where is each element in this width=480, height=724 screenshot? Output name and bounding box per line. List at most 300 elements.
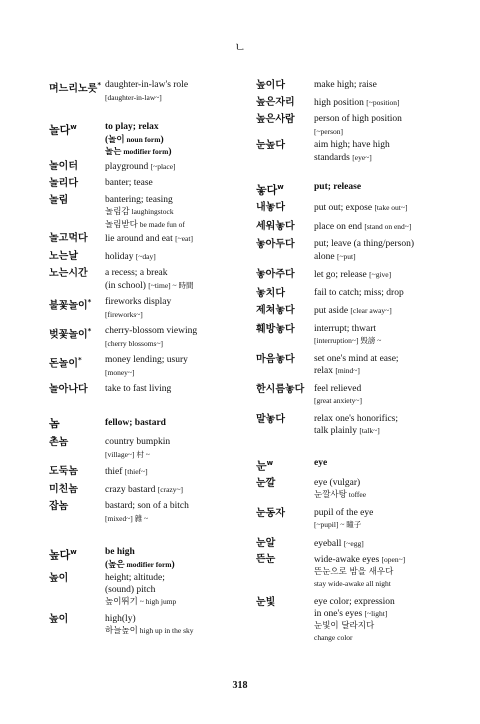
headword xyxy=(49,573,105,609)
headword xyxy=(256,554,314,591)
literal-gloss: noun form xyxy=(124,134,161,144)
literal-gloss: [~place] xyxy=(150,161,176,171)
headword xyxy=(49,80,105,104)
definition xyxy=(314,597,446,645)
headword xyxy=(256,478,314,502)
left-column xyxy=(49,80,244,638)
definition-line xyxy=(314,126,446,139)
definition-line xyxy=(314,567,446,579)
definition xyxy=(105,437,244,461)
gloss-text: crazy bastard xyxy=(105,484,158,495)
korean-example: 높은 xyxy=(108,559,125,570)
headword xyxy=(49,233,105,246)
headword-mark: w xyxy=(266,458,274,467)
korean-example: 뜬눈으로 밤을 새우다 xyxy=(314,566,394,577)
definition-line xyxy=(105,134,244,147)
definition xyxy=(314,80,446,92)
gloss-text: feel relieved xyxy=(314,383,362,394)
dictionary-entry xyxy=(256,305,446,318)
headword-mark: w xyxy=(70,548,77,556)
definition-line xyxy=(314,97,446,110)
dictionary-entry xyxy=(49,161,244,174)
literal-gloss: [money~] xyxy=(105,367,135,377)
dictionary-entry xyxy=(256,384,446,408)
definition-line xyxy=(314,288,446,300)
definition-line xyxy=(314,251,446,264)
literal-gloss: [fireworks~] xyxy=(105,309,143,319)
definition xyxy=(314,114,446,138)
gloss-text: banter; tease xyxy=(105,178,153,188)
headword-text: 며느리노릇 xyxy=(49,83,98,95)
definition-line xyxy=(105,92,244,105)
dictionary-entry xyxy=(256,324,446,348)
definition-line xyxy=(105,573,244,585)
gloss-text: person of high position xyxy=(314,114,402,124)
gloss-text: eyeball xyxy=(314,538,344,549)
definition xyxy=(105,614,244,638)
literal-gloss: [clear away~] xyxy=(350,306,392,316)
headword-text: 높은자리 xyxy=(256,96,295,108)
headword xyxy=(49,384,105,396)
headword-text: 내놓다 xyxy=(256,202,285,214)
headword xyxy=(49,501,105,525)
headword xyxy=(49,355,105,379)
definition xyxy=(314,97,446,110)
headword xyxy=(256,239,314,263)
definition xyxy=(314,554,446,591)
gloss-text: eye (vulgar) xyxy=(314,477,361,488)
dictionary-entry xyxy=(49,268,244,292)
gloss-text: eye xyxy=(314,457,328,468)
definition xyxy=(314,221,446,234)
headword-text: 놀고먹다 xyxy=(49,233,88,244)
dictionary-entry xyxy=(256,554,446,591)
headword-text: 눈 xyxy=(256,459,267,473)
gloss-text: set one's mind at ease; xyxy=(314,353,399,364)
gloss-text: high position xyxy=(314,97,367,108)
headword xyxy=(49,418,105,430)
gloss-text: relax one's honorifics; xyxy=(314,413,399,424)
gloss-text: height; altitude; xyxy=(105,573,165,583)
definition-line xyxy=(105,268,244,280)
definition xyxy=(314,458,446,472)
korean-example: 놀이 xyxy=(108,134,125,145)
literal-gloss: [~pupil] ~ 瞳子 xyxy=(314,520,362,530)
headword-text: 놀아나다 xyxy=(49,384,88,395)
headword-text: 눈동자 xyxy=(256,507,285,519)
headword-text: 눈빛 xyxy=(256,596,276,608)
headword xyxy=(256,221,314,234)
definition-line xyxy=(105,219,244,232)
definition-line xyxy=(105,501,244,513)
literal-gloss: [~time] ~ 時間 xyxy=(148,280,194,290)
gloss-text: ) xyxy=(168,147,172,157)
literal-gloss: [~day] xyxy=(135,251,156,261)
gloss-text: interrupt; thwart xyxy=(314,323,376,334)
definition xyxy=(314,288,446,300)
headword-mark: * xyxy=(77,356,82,364)
headword xyxy=(49,326,105,350)
literal-gloss: change color xyxy=(314,633,353,643)
headword xyxy=(256,538,314,551)
gloss-text: alone xyxy=(314,251,337,262)
dictionary-entry xyxy=(256,114,446,138)
korean-example: 하늘높이 xyxy=(105,626,138,636)
headword-text: 말놓다 xyxy=(256,413,285,425)
definition-line xyxy=(105,437,244,449)
headword-mark: * xyxy=(87,327,92,335)
literal-gloss: laughingstock xyxy=(129,207,174,216)
headword xyxy=(49,195,105,232)
gloss-text: eye color; expression xyxy=(314,596,395,607)
korean-example: 눈깔사탕 xyxy=(314,490,347,501)
definition xyxy=(105,233,244,246)
definition-line xyxy=(314,221,446,234)
gloss-text: to play; relax xyxy=(105,122,159,132)
definition-line xyxy=(105,251,244,264)
headword xyxy=(49,437,105,461)
literal-gloss: [~give] xyxy=(369,270,392,280)
headword xyxy=(256,140,314,164)
definition-line xyxy=(105,280,244,293)
headword-text: 벚꽃놀이 xyxy=(49,329,88,341)
definition xyxy=(314,384,446,408)
dictionary-entry xyxy=(49,178,244,190)
definition-line xyxy=(314,202,446,215)
headword xyxy=(256,114,314,138)
headword xyxy=(49,161,105,174)
gloss-text: pupil of the eye xyxy=(314,507,374,518)
headword xyxy=(49,466,105,479)
literal-gloss: [stand on end~] xyxy=(364,221,412,231)
definition xyxy=(105,195,244,232)
headword xyxy=(49,122,105,159)
definition xyxy=(105,268,244,292)
definition-line xyxy=(314,335,446,348)
headword-text: 눈알 xyxy=(256,537,276,549)
headword-text: 미친놈 xyxy=(49,483,78,495)
gloss-text: ( xyxy=(105,134,109,145)
definition-line xyxy=(314,458,446,470)
definition-line xyxy=(105,513,244,526)
literal-gloss: [~put] xyxy=(336,251,356,261)
headword-text: 놀이터 xyxy=(49,160,78,172)
headword xyxy=(256,97,314,110)
literal-gloss: [mixed~] 雜 ~ xyxy=(105,513,149,523)
literal-gloss: toffee xyxy=(346,490,367,500)
gloss-text: relax xyxy=(314,366,336,377)
literal-gloss: [village~] 村 ~ xyxy=(105,449,150,459)
korean-example: 놀는 xyxy=(105,147,122,157)
headword xyxy=(49,251,105,264)
definition xyxy=(105,297,244,321)
definition-line xyxy=(314,354,446,366)
headword xyxy=(256,508,314,532)
definition xyxy=(314,354,446,378)
dictionary-entry xyxy=(256,354,446,378)
literal-gloss: [open~] xyxy=(381,555,406,565)
definition-line xyxy=(314,114,446,126)
headword xyxy=(49,547,105,571)
dictionary-entry xyxy=(49,251,244,264)
headword-text: 놓아주다 xyxy=(256,269,295,281)
gloss-text: playground xyxy=(105,161,151,172)
dictionary-entry xyxy=(49,573,244,609)
headword-text: 세워놓다 xyxy=(256,220,295,232)
dictionary-entry xyxy=(49,80,244,104)
korean-example: 놀림감 xyxy=(105,207,130,217)
gloss-text: country bumpkin xyxy=(105,437,171,447)
definition xyxy=(105,573,244,609)
headword-text: 제쳐놓다 xyxy=(256,305,295,317)
definition-line xyxy=(314,519,446,532)
headword xyxy=(256,354,314,378)
definition-line xyxy=(105,614,244,626)
gloss-text: holiday xyxy=(105,251,136,262)
definition xyxy=(314,202,446,215)
literal-gloss: [take out~] xyxy=(374,203,408,213)
gloss-text: bastard; son of a bitch xyxy=(105,501,189,511)
gloss-text: put; release xyxy=(314,182,362,192)
headword-text: 노는시간 xyxy=(49,268,88,279)
page-header-letter: ㄴ xyxy=(234,40,246,54)
gloss-text: standards xyxy=(314,152,353,163)
definition-line xyxy=(105,585,244,597)
definition xyxy=(105,484,244,497)
definition xyxy=(105,178,244,190)
headword xyxy=(256,384,314,408)
headword xyxy=(256,80,314,92)
headword-text: 뜬눈 xyxy=(256,554,276,566)
gloss-text: cherry-blossom viewing xyxy=(105,326,198,336)
korean-example: 높이뛰기 xyxy=(105,597,138,607)
headword xyxy=(49,614,105,638)
gloss-text: bantering; teasing xyxy=(105,194,173,205)
literal-gloss: [thief~] xyxy=(124,467,148,476)
literal-gloss: [~eat] xyxy=(175,234,193,243)
gloss-text: put; leave (a thing/person) xyxy=(314,239,414,250)
headword-mark: w xyxy=(70,123,77,131)
headword xyxy=(256,597,314,645)
dictionary-entry xyxy=(49,326,244,350)
literal-gloss: stay wide-awake all night xyxy=(314,579,391,589)
page-number: 318 xyxy=(232,680,248,691)
gloss-text: let go; release xyxy=(314,270,370,281)
dictionary-entry xyxy=(256,80,446,92)
dictionary-entry xyxy=(256,239,446,263)
dictionary-entry xyxy=(256,597,446,645)
gloss-text: high(ly) xyxy=(105,613,136,624)
gloss-text: money lending; usury xyxy=(105,355,188,365)
definition-line xyxy=(105,206,244,219)
definition xyxy=(314,508,446,532)
definition xyxy=(314,324,446,348)
definition-line xyxy=(105,367,244,380)
definition-line xyxy=(314,80,446,92)
definition xyxy=(105,384,244,396)
headword-text: 마음놓다 xyxy=(256,353,295,365)
headword-entry xyxy=(49,418,244,430)
definition-line xyxy=(314,597,446,609)
definition-line xyxy=(314,478,446,490)
gloss-text: be high xyxy=(105,547,135,557)
dictionary-entry xyxy=(49,614,244,638)
dictionary-entry xyxy=(49,384,244,396)
headword xyxy=(49,297,105,321)
headword-text: 놀다 xyxy=(49,123,71,137)
dictionary-entry xyxy=(256,140,446,164)
definition-line xyxy=(314,395,446,408)
definition-line xyxy=(314,305,446,318)
right-column xyxy=(256,80,446,645)
headword-entry xyxy=(49,122,244,159)
definition-line xyxy=(314,489,446,502)
definition-line xyxy=(105,418,244,430)
gloss-text: talk plainly xyxy=(314,426,360,437)
definition xyxy=(314,538,446,551)
definition xyxy=(105,326,244,350)
literal-gloss: ~ high jump xyxy=(137,597,177,606)
literal-gloss: [crazy~] xyxy=(157,484,184,494)
definition-line xyxy=(105,384,244,396)
definition xyxy=(105,501,244,525)
dictionary-entry xyxy=(49,466,244,479)
gloss-text: lie around and eat xyxy=(105,234,176,244)
headword-mark: * xyxy=(97,81,101,89)
headword-text: 촌놈 xyxy=(49,437,69,448)
headword-text: 도둑놈 xyxy=(49,466,78,477)
definition-line xyxy=(314,578,446,591)
dictionary-entry xyxy=(49,195,244,232)
definition-line xyxy=(314,608,446,621)
headword-text: 놀림 xyxy=(49,194,69,206)
gloss-text: wide-awake eyes xyxy=(314,555,382,566)
gloss-text: fellow; bastard xyxy=(105,417,166,428)
literal-gloss: [cherry blossoms~] xyxy=(105,338,164,348)
definition-line xyxy=(314,152,446,165)
definition-line xyxy=(314,425,446,438)
gloss-text: ( xyxy=(105,559,109,570)
definition-line xyxy=(105,309,244,322)
definition-line xyxy=(105,146,244,159)
literal-gloss: [interruption~] 毁謗 ~ xyxy=(314,336,382,346)
definition xyxy=(314,478,446,502)
definition xyxy=(105,466,244,479)
headword-text: 눈높다 xyxy=(256,140,285,151)
gloss-text: ) xyxy=(171,559,175,570)
headword-text: 놓치다 xyxy=(256,287,285,299)
definition xyxy=(314,140,446,164)
literal-gloss: modifier form xyxy=(124,559,172,569)
gloss-text: (sound) pitch xyxy=(105,584,156,595)
headword-text: 놓다 xyxy=(256,183,278,197)
korean-example: 눈빛이 달라지다 xyxy=(314,620,375,631)
gloss-text: daughter-in-law's role xyxy=(105,80,189,90)
definition-line xyxy=(314,365,446,378)
literal-gloss: [eye~] xyxy=(352,152,372,162)
headword-text: 높이 xyxy=(49,573,69,584)
literal-gloss: [~position] xyxy=(366,97,400,107)
gloss-text: put out; expose xyxy=(314,203,375,214)
literal-gloss: high up in the sky xyxy=(137,626,194,635)
headword-text: 한시름놓다 xyxy=(256,383,305,395)
definition xyxy=(105,547,244,571)
headword-text: 놓아두다 xyxy=(256,239,295,251)
literal-gloss: [mind~] xyxy=(335,366,360,376)
definition xyxy=(105,80,244,104)
dictionary-entry xyxy=(49,501,244,525)
definition-line xyxy=(314,632,446,645)
korean-example: 놀림받다 xyxy=(105,219,138,230)
definition-line xyxy=(105,233,244,246)
definition-line xyxy=(314,140,446,152)
definition-line xyxy=(105,297,244,309)
definition-line xyxy=(105,80,244,92)
definition-line xyxy=(105,338,244,351)
definition-line xyxy=(314,239,446,251)
dictionary-entry xyxy=(49,437,244,461)
headword-text: 잡놈 xyxy=(49,501,69,512)
headword xyxy=(256,202,314,215)
headword-text: 높은사람 xyxy=(256,114,295,125)
definition xyxy=(105,418,244,430)
literal-gloss: [daughter-in-law~] xyxy=(105,92,162,102)
dictionary-entry xyxy=(256,97,446,110)
gloss-text: ) xyxy=(160,134,164,145)
headword-mark: * xyxy=(87,298,92,306)
definition-line xyxy=(314,414,446,426)
headword-mark: w xyxy=(277,183,284,191)
dictionary-entry xyxy=(49,297,244,321)
headword-entry xyxy=(256,182,446,196)
definition-line xyxy=(105,178,244,190)
definition xyxy=(105,122,244,159)
dictionary-entry xyxy=(256,221,446,234)
dictionary-entry xyxy=(256,202,446,215)
headword-text: 높이 xyxy=(49,613,69,625)
definition-line xyxy=(314,384,446,396)
gloss-text: make high; raise xyxy=(314,80,377,90)
headword xyxy=(49,484,105,497)
definition xyxy=(314,269,446,282)
gloss-text: aim high; have high xyxy=(314,140,390,150)
gloss-text: a recess; a break xyxy=(105,268,168,278)
definition-line xyxy=(105,625,244,638)
definition-line xyxy=(314,621,446,633)
literal-gloss: [~egg] xyxy=(343,538,364,548)
headword-text: 놈 xyxy=(49,416,60,430)
definition xyxy=(105,251,244,264)
definition-line xyxy=(105,195,244,207)
headword-text: 돈놀이 xyxy=(49,358,78,370)
literal-gloss: [great anxiety~] xyxy=(314,396,362,406)
headword-text: 높다 xyxy=(49,548,71,562)
definition-line xyxy=(105,559,244,572)
headword xyxy=(256,288,314,300)
headword xyxy=(256,269,314,282)
definition-line xyxy=(314,182,446,194)
dictionary-entry xyxy=(256,288,446,300)
definition-line xyxy=(105,484,244,497)
literal-gloss: [~person] xyxy=(314,126,344,136)
headword xyxy=(256,305,314,318)
definition-line xyxy=(105,547,244,559)
literal-gloss: [~light] xyxy=(364,609,388,619)
dictionary-entry xyxy=(49,484,244,497)
definition-line xyxy=(314,269,446,282)
headword xyxy=(49,178,105,190)
gloss-text: in one's eyes xyxy=(314,609,365,620)
